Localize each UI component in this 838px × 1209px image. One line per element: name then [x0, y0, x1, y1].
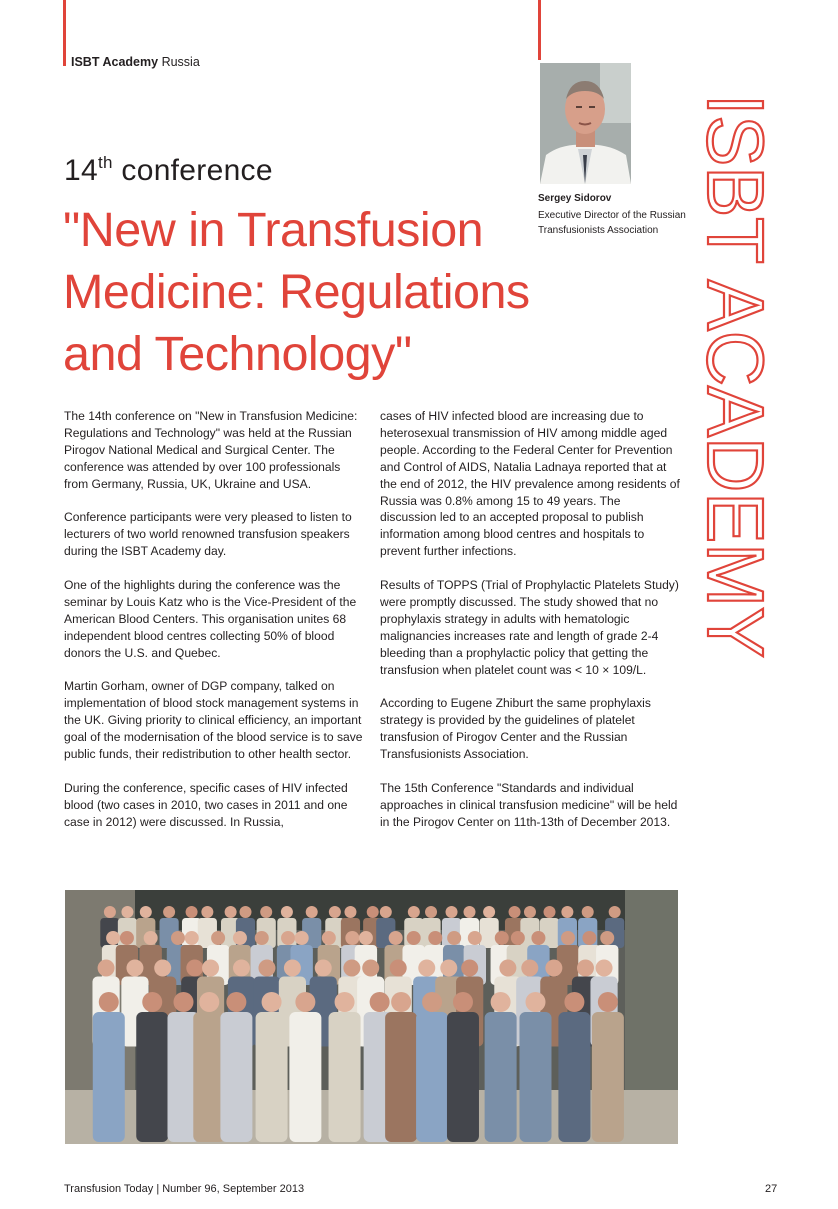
person-head: [121, 906, 133, 918]
person-head: [425, 906, 437, 918]
person-head: [144, 931, 158, 945]
person-head: [202, 960, 219, 977]
person-head: [544, 906, 556, 918]
person-head: [531, 931, 545, 945]
person-head: [545, 960, 562, 977]
section-brand: ISBT Academy: [71, 55, 159, 69]
person-body: [480, 918, 499, 948]
person-head: [461, 960, 478, 977]
person-head: [600, 931, 614, 945]
person-head: [106, 931, 120, 945]
paragraph: According to Eugene Zhiburt the same prophylaxis strategy is provided by the guidelines of platelet transfusion of Pirogov Center and the Russian Transfusionists Association.: [380, 696, 651, 762]
person-body: [289, 1012, 321, 1142]
person-head: [483, 906, 495, 918]
person-head: [171, 931, 185, 945]
person-head: [142, 992, 162, 1012]
person-head: [262, 992, 282, 1012]
person-head: [453, 992, 473, 1012]
person-head: [418, 960, 435, 977]
side-title-text: ISBT ACADEMY: [691, 94, 780, 684]
paragraph: Martin Gorham, owner of DGP company, talked on implementation of blood stock management systems in the UK. Giving priority to clinical efficiency, an important goal of the modernisation of the blood service is to save public funds, their redistribution to other health sector.: [64, 679, 363, 762]
person-head: [582, 931, 596, 945]
person-head: [173, 992, 193, 1012]
person-head: [322, 931, 336, 945]
portrait-photo: [540, 63, 631, 184]
article-column-left: [64, 408, 364, 847]
person-head: [335, 992, 355, 1012]
portrait-caption-role: Executive Director of the Russian Transfusionists Association: [538, 210, 686, 236]
person-head: [561, 906, 573, 918]
person-head: [509, 906, 521, 918]
person-head: [260, 906, 272, 918]
person-head: [201, 906, 213, 918]
paragraph: cases of HIV infected blood are increasing due to heterosexual transmission of HIV among middle aged people. According to the Federal Center for Prevention and Control of AIDS, Natalia Ladnaya reported that at the end of 2012, the HIV prevalence among residents of Russia was 0.8% among 15 to 49 years. The discussion led to an accepted proposal to publish information among blood centres and hospitals to prevent further infections.: [380, 409, 680, 559]
person-head: [295, 931, 309, 945]
conference-ordinal: 14: [64, 154, 98, 187]
person-head: [344, 906, 356, 918]
person-head: [99, 992, 119, 1012]
person-head: [524, 906, 536, 918]
person-head: [343, 960, 360, 977]
person-head: [468, 931, 482, 945]
paragraph: One of the highlights during the conference was the seminar by Louis Katz who is the Vice-President of the American Blood Centers. This organisation unites 68 independent blood centres collecting 50% of blood donors the U.S. and Quebec.: [64, 578, 357, 660]
person-head: [120, 931, 134, 945]
person-body: [329, 1012, 361, 1142]
person-head: [362, 960, 379, 977]
person-head: [98, 960, 115, 977]
person-body: [485, 1012, 517, 1142]
person-head: [315, 960, 332, 977]
paragraph: Conference participants were very pleased to listen to lecturers of two world renowned transfusion speakers during the ISBT Academy day.: [64, 510, 352, 559]
person-head: [140, 906, 152, 918]
person-head: [521, 960, 538, 977]
person-head: [446, 906, 458, 918]
person-head: [391, 992, 411, 1012]
person-head: [428, 931, 442, 945]
portrait-caption-name: Sergey Sidorov: [538, 193, 612, 204]
group-photo-illustration: [65, 890, 678, 1144]
conference-number: [64, 153, 273, 188]
person-head: [359, 931, 373, 945]
person-head: [408, 906, 420, 918]
person-head: [199, 992, 219, 1012]
person-body: [220, 1012, 252, 1142]
vertical-side-title: [691, 90, 780, 684]
person-head: [495, 931, 509, 945]
person-head: [491, 992, 511, 1012]
person-head: [295, 992, 315, 1012]
footer-publication: Transfusion Today | Number 96, September 2013: [64, 1183, 305, 1195]
person-head: [577, 960, 594, 977]
person-head: [525, 992, 545, 1012]
person-head: [390, 960, 407, 977]
person-head: [240, 906, 252, 918]
person-head: [511, 931, 525, 945]
person-head: [370, 992, 390, 1012]
person-head: [104, 906, 116, 918]
crowd: [92, 906, 624, 1142]
person-head: [561, 931, 575, 945]
section-label: [71, 55, 200, 69]
person-body: [385, 1012, 417, 1142]
article-headline: "New in Transfusion Medicine: Regulations and Technology": [63, 203, 530, 381]
person-body: [558, 1012, 590, 1142]
person-head: [186, 906, 198, 918]
person-head: [225, 906, 237, 918]
person-head: [126, 960, 143, 977]
person-head: [284, 960, 301, 977]
person-body: [416, 1012, 448, 1142]
person-head: [185, 931, 199, 945]
paragraph: Results of TOPPS (Trial of Prophylactic Platelets Study) were promptly discussed. The study showed that no prophylaxis strategy in adults with hematologic malignancies increases rate and length of grade 2-4 bleeding than a prophylactic policy that getting the transfusion when platelet count was < 10 × 109/L.: [380, 578, 679, 677]
person-head: [329, 906, 341, 918]
person-head: [154, 960, 171, 977]
paragraph: The 15th Conference "Standards and individual approaches in clinical transfusion medicine" will be held in the Pirogov Center on 11th-13th of December 2013.: [380, 780, 678, 829]
person-head: [609, 906, 621, 918]
person-head: [564, 992, 584, 1012]
person-head: [440, 960, 457, 977]
person-head: [582, 906, 594, 918]
person-head: [367, 906, 379, 918]
person-head: [258, 960, 275, 977]
person-body: [519, 1012, 551, 1142]
person-head: [233, 931, 247, 945]
person-head: [226, 992, 246, 1012]
person-head: [407, 931, 421, 945]
person-body: [93, 1012, 125, 1142]
person-body: [447, 1012, 479, 1142]
conference-word: conference: [121, 154, 273, 187]
side-title-art: [691, 90, 780, 684]
person-head: [422, 992, 442, 1012]
person-head: [255, 931, 269, 945]
paragraph: During the conference, specific cases of HIV infected blood (two cases in 2010, two cases in 2011 and one case in 2012) were discussed. In Russia,: [64, 780, 348, 829]
paragraph: The 14th conference on "New in Transfusion Medicine: Regulations and Technology" was held at the Russian Pirogov National Medical and Surgical Center. The conference was attended by over 100 professionals from Germany, Russia, UK, Ukraine and USA.: [64, 409, 358, 491]
person-head: [281, 906, 293, 918]
person-head: [596, 960, 613, 977]
person-head: [345, 931, 359, 945]
person-head: [389, 931, 403, 945]
header-rule-right: [538, 0, 541, 60]
person-head: [447, 931, 461, 945]
person-head: [186, 960, 203, 977]
header-rule-left: [63, 0, 66, 66]
person-body: [592, 1012, 624, 1142]
person-head: [464, 906, 476, 918]
person-head: [598, 992, 618, 1012]
section-region: Russia: [161, 55, 200, 69]
person-head: [233, 960, 250, 977]
portrait-illustration: [540, 63, 631, 184]
footer-page-number: 27: [765, 1183, 778, 1195]
article-column-right: [380, 408, 680, 848]
person-head: [499, 960, 516, 977]
group-photo: [65, 890, 678, 1144]
person-body: [136, 1012, 168, 1142]
conference-ordinal-suffix: th: [97, 153, 113, 172]
person-head: [380, 906, 392, 918]
person-head: [281, 931, 295, 945]
person-head: [306, 906, 318, 918]
person-body: [256, 1012, 288, 1142]
person-head: [211, 931, 225, 945]
person-head: [163, 906, 175, 918]
